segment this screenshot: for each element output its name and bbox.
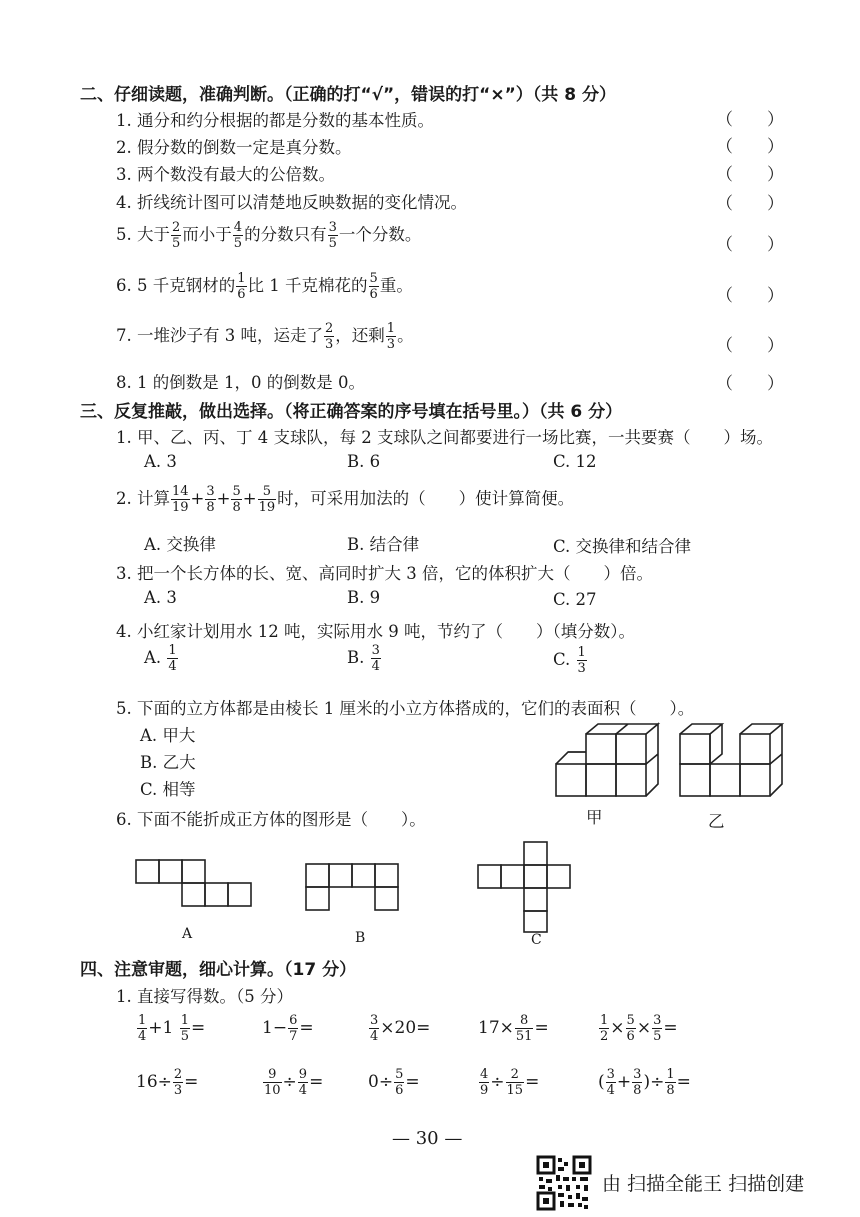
calc-r1-3: $\frac{3}{4}$ ×20=: [370, 1013, 431, 1044]
s3-q4-option-b: B. $\frac{3}{4}$: [347, 643, 380, 674]
calc-r2-4: $\frac{4}{9}$ ÷ $\frac{2}{15}$ =: [480, 1067, 540, 1098]
calc-r2-1: 16÷ $\frac{2}{3}$ =: [136, 1067, 199, 1098]
s3-q4: 4. 小红家计划用水 12 吨，实际用水 9 吨，节约了（ ）（填分数）。: [116, 622, 635, 641]
net-c: [478, 842, 570, 932]
s2-q8: 8. 1 的倒数是 1，0 的倒数是 0。: [116, 373, 365, 392]
s3-q2-option-b: B. 结合律: [347, 535, 420, 554]
s3-q2: 2. 计算 $\frac{14}{19}$ + $\frac{3}{8}$ + $\frac{5}{8}$ + $\frac{5}{19}$ 时，可采用加法的（ ）使计算简便。: [116, 484, 575, 515]
s3-q1-option-c: C. 12: [553, 452, 597, 471]
s2-q5: 5. 大于 $\frac{2}{5}$ 而小于 $\frac{4}{5}$ 的分数只有 $\frac{3}{5}$ 一个分数。: [116, 220, 422, 251]
section2-title: 二、仔细读题，准确判断。（正确的打“√”，错误的打“×”）（共 8 分）: [80, 85, 616, 105]
s3-q1: 1. 甲、乙、丙、丁 4 支球队，每 2 支球队之间都要进行一场比赛，一共要赛（ ）场。: [116, 428, 773, 447]
answer-blank-1[interactable]: （ ）: [716, 110, 784, 130]
s2-q2: 2. 假分数的倒数一定是真分数。: [116, 138, 352, 157]
s3-q2-option-a: A. 交换律: [144, 535, 216, 554]
qr-code-icon: [536, 1155, 592, 1211]
answer-blank-2[interactable]: （ ）: [716, 137, 784, 157]
answer-blank-6[interactable]: （ ）: [716, 286, 784, 306]
section4-title: 四、注意审题，细心计算。（17 分）: [80, 960, 357, 980]
s3-q3-option-b: B. 9: [347, 588, 381, 607]
calc-r2-3: 0÷ $\frac{5}{6}$ =: [368, 1067, 420, 1098]
s3-q6: 6. 下面不能折成正方体的图形是（ ）。: [116, 810, 426, 829]
calc-r1-4: 17× $\frac{8}{51}$ =: [478, 1013, 549, 1044]
label-jia: 甲: [586, 808, 603, 827]
s3-q2-option-c: C. 交换律和结合律: [553, 537, 692, 556]
cube-structure-jia: [556, 724, 658, 796]
net-label-c: C: [531, 932, 542, 948]
section3-title: 三、反复推敲，做出选择。（将正确答案的序号填在括号里。）（共 6 分）: [80, 402, 623, 422]
cube-nets: [134, 840, 594, 934]
net-b: [306, 864, 398, 910]
net-label-a: A: [182, 926, 193, 942]
s3-q5-option-c: C. 相等: [140, 780, 196, 799]
s3-q3-option-c: C. 27: [553, 590, 597, 609]
s3-q1-option-b: B. 6: [347, 452, 381, 471]
answer-blank-3[interactable]: （ ）: [716, 165, 784, 185]
answer-blank-5[interactable]: （ ）: [716, 235, 784, 255]
s4-sub1: 1. 直接写得数。（5 分）: [116, 987, 293, 1006]
s3-q4-option-c: C. $\frac{1}{3}$: [553, 645, 586, 676]
calc-r2-2: $\frac{9}{10}$ ÷ $\frac{9}{4}$ =: [264, 1067, 324, 1098]
calc-r1-1: $\frac{1}{4}$ +1 $\frac{1}{5}$ =: [138, 1013, 206, 1044]
calc-r1-2: 1− $\frac{6}{7}$ =: [262, 1013, 314, 1044]
answer-blank-7[interactable]: （ ）: [716, 336, 784, 356]
s3-q5-option-b: B. 乙大: [140, 753, 196, 772]
scanner-watermark: 由 扫描全能王 扫描创建: [602, 1173, 805, 1195]
page-number: — 30 —: [392, 1128, 463, 1149]
cube-structure-yi: [680, 724, 782, 796]
s2-q3: 3. 两个数没有最大的公倍数。: [116, 165, 335, 184]
answer-blank-4[interactable]: （ ）: [716, 194, 784, 214]
s2-q7: 7. 一堆沙子有 3 吨，运走了 $\frac{2}{3}$ ，还剩 $\frac{1}{3}$ 。: [116, 321, 414, 352]
cube-figures: [552, 722, 842, 802]
s3-q5-option-a: A. 甲大: [140, 726, 196, 745]
s3-q3: 3. 把一个长方体的长、宽、高同时扩大 3 倍，它的体积扩大（ ）倍。: [116, 564, 653, 583]
s2-q4: 4. 折线统计图可以清楚地反映数据的变化情况。: [116, 193, 467, 212]
s3-q4-option-a: A. $\frac{1}{4}$: [144, 643, 177, 674]
s2-q6: 6. 5 千克钢材的 $\frac{1}{6}$ 比 1 千克棉花的 $\frac{5}{6}$ 重。: [116, 271, 413, 302]
calc-r1-5: $\frac{1}{2}$ × $\frac{5}{6}$ × $\frac{3}{5}$ =: [600, 1013, 678, 1044]
net-label-b: B: [355, 930, 366, 946]
s3-q5: 5. 下面的立方体都是由棱长 1 厘米的小立方体搭成的，它们的表面积（ ）。: [116, 699, 695, 718]
label-yi: 乙: [708, 812, 725, 831]
s3-q3-option-a: A. 3: [144, 588, 177, 607]
s2-q1: 1. 通分和约分根据的都是分数的基本性质。: [116, 111, 434, 130]
answer-blank-8[interactable]: （ ）: [716, 374, 784, 394]
calc-r2-5: ( $\frac{3}{4}$ + $\frac{3}{8}$ )÷ $\frac{1}{8}$ =: [598, 1067, 691, 1098]
net-a: [136, 860, 251, 906]
s3-q1-option-a: A. 3: [144, 452, 177, 471]
